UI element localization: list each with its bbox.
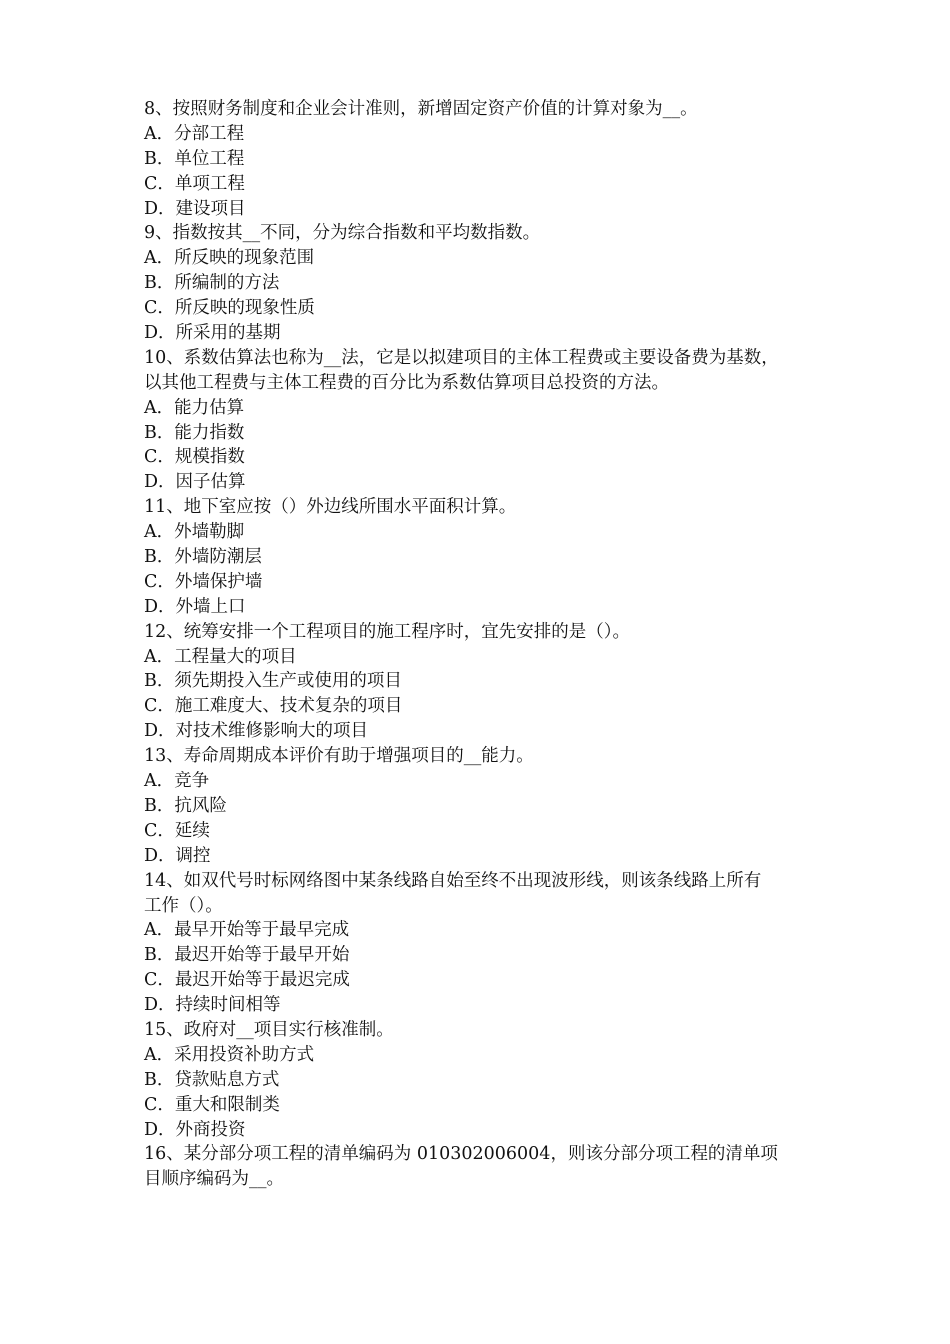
question-block (144, 495, 812, 619)
answer-option: B．外墙防潮层 (144, 547, 262, 568)
question-block (144, 346, 812, 495)
answer-option: D．调控 (144, 845, 211, 866)
question-stem: 9、指数按其__不同，分为综合指数和平均数指数。 (144, 223, 541, 244)
answer-option: A．采用投资补助方式 (144, 1044, 315, 1065)
answer-option: A．最早开始等于最早完成 (144, 920, 350, 941)
answer-option: A．分部工程 (144, 123, 245, 144)
answer-option: C．施工难度大、技术复杂的项目 (144, 696, 403, 717)
answer-option: C．外墙保护墙 (144, 571, 263, 592)
question-stem: 13、寿命周期成本评价有助于增强项目的__能力。 (144, 746, 534, 767)
answer-option: D．对技术维修影响大的项目 (144, 721, 369, 742)
document-page (144, 97, 812, 1192)
answer-option: D．外墙上口 (144, 596, 246, 617)
answer-option: C．重大和限制类 (144, 1094, 280, 1115)
answer-option: A．能力估算 (144, 397, 245, 418)
answer-option: C．规模指数 (144, 447, 245, 468)
answer-option: C．延续 (144, 820, 210, 841)
question-block (144, 1018, 812, 1142)
question-block (144, 221, 812, 345)
question-block (144, 1142, 812, 1192)
answer-option: B．所编制的方法 (144, 273, 280, 294)
question-stem: 14、如双代号时标网络图中某条线路自始至终不出现波形线，则该条线路上所有 (144, 870, 762, 891)
question-stem: 11、地下室应按（）外边线所围水平面积计算。 (144, 497, 517, 518)
answer-option: D．外商投资 (144, 1119, 246, 1140)
answer-option: A．外墙勒脚 (144, 522, 245, 543)
answer-option: C．最迟开始等于最迟完成 (144, 970, 350, 991)
question-stem: 目顺序编码为__。 (144, 1169, 284, 1190)
answer-option: B．能力指数 (144, 422, 245, 443)
answer-option: B．抗风险 (144, 795, 227, 816)
question-stem: 8、按照财务制度和企业会计准则，新增固定资产价值的计算对象为__。 (144, 99, 698, 119)
answer-option: B．单位工程 (144, 148, 245, 169)
answer-option: D．建设项目 (144, 198, 246, 219)
answer-option: A．工程量大的项目 (144, 646, 297, 667)
answer-option: B．贷款贴息方式 (144, 1069, 280, 1090)
question-stem: 10、系数估算法也称为__法，它是以拟建项目的主体工程费或主要设备费为基数， (144, 347, 779, 368)
question-block (144, 744, 812, 868)
question-block (144, 620, 812, 744)
question-stem: 以其他工程费与主体工程费的百分比为系数估算项目总投资的方法。 (144, 372, 669, 393)
answer-option: C．单项工程 (144, 173, 245, 194)
question-stem: 工作（）。 (144, 895, 223, 916)
answer-option: D．因子估算 (144, 472, 246, 493)
answer-option: A．所反映的现象范围 (144, 248, 315, 269)
answer-option: B．最迟开始等于最早开始 (144, 945, 350, 966)
answer-option: C．所反映的现象性质 (144, 298, 315, 319)
question-stem: 12、统筹安排一个工程项目的施工程序时，宜先安排的是（）。 (144, 621, 631, 642)
question-block (144, 869, 812, 1018)
answer-option: B．须先期投入生产或使用的项目 (144, 671, 402, 692)
question-block (144, 97, 812, 221)
answer-option: D．持续时间相等 (144, 995, 281, 1016)
answer-option: D．所采用的基期 (144, 323, 281, 344)
question-stem: 15、政府对__项目实行核准制。 (144, 1019, 394, 1040)
answer-option: A．竞争 (144, 771, 210, 792)
question-stem: 16、某分部分项工程的清单编码为 010302006004，则该分部分项工程的清单项 (144, 1144, 778, 1165)
